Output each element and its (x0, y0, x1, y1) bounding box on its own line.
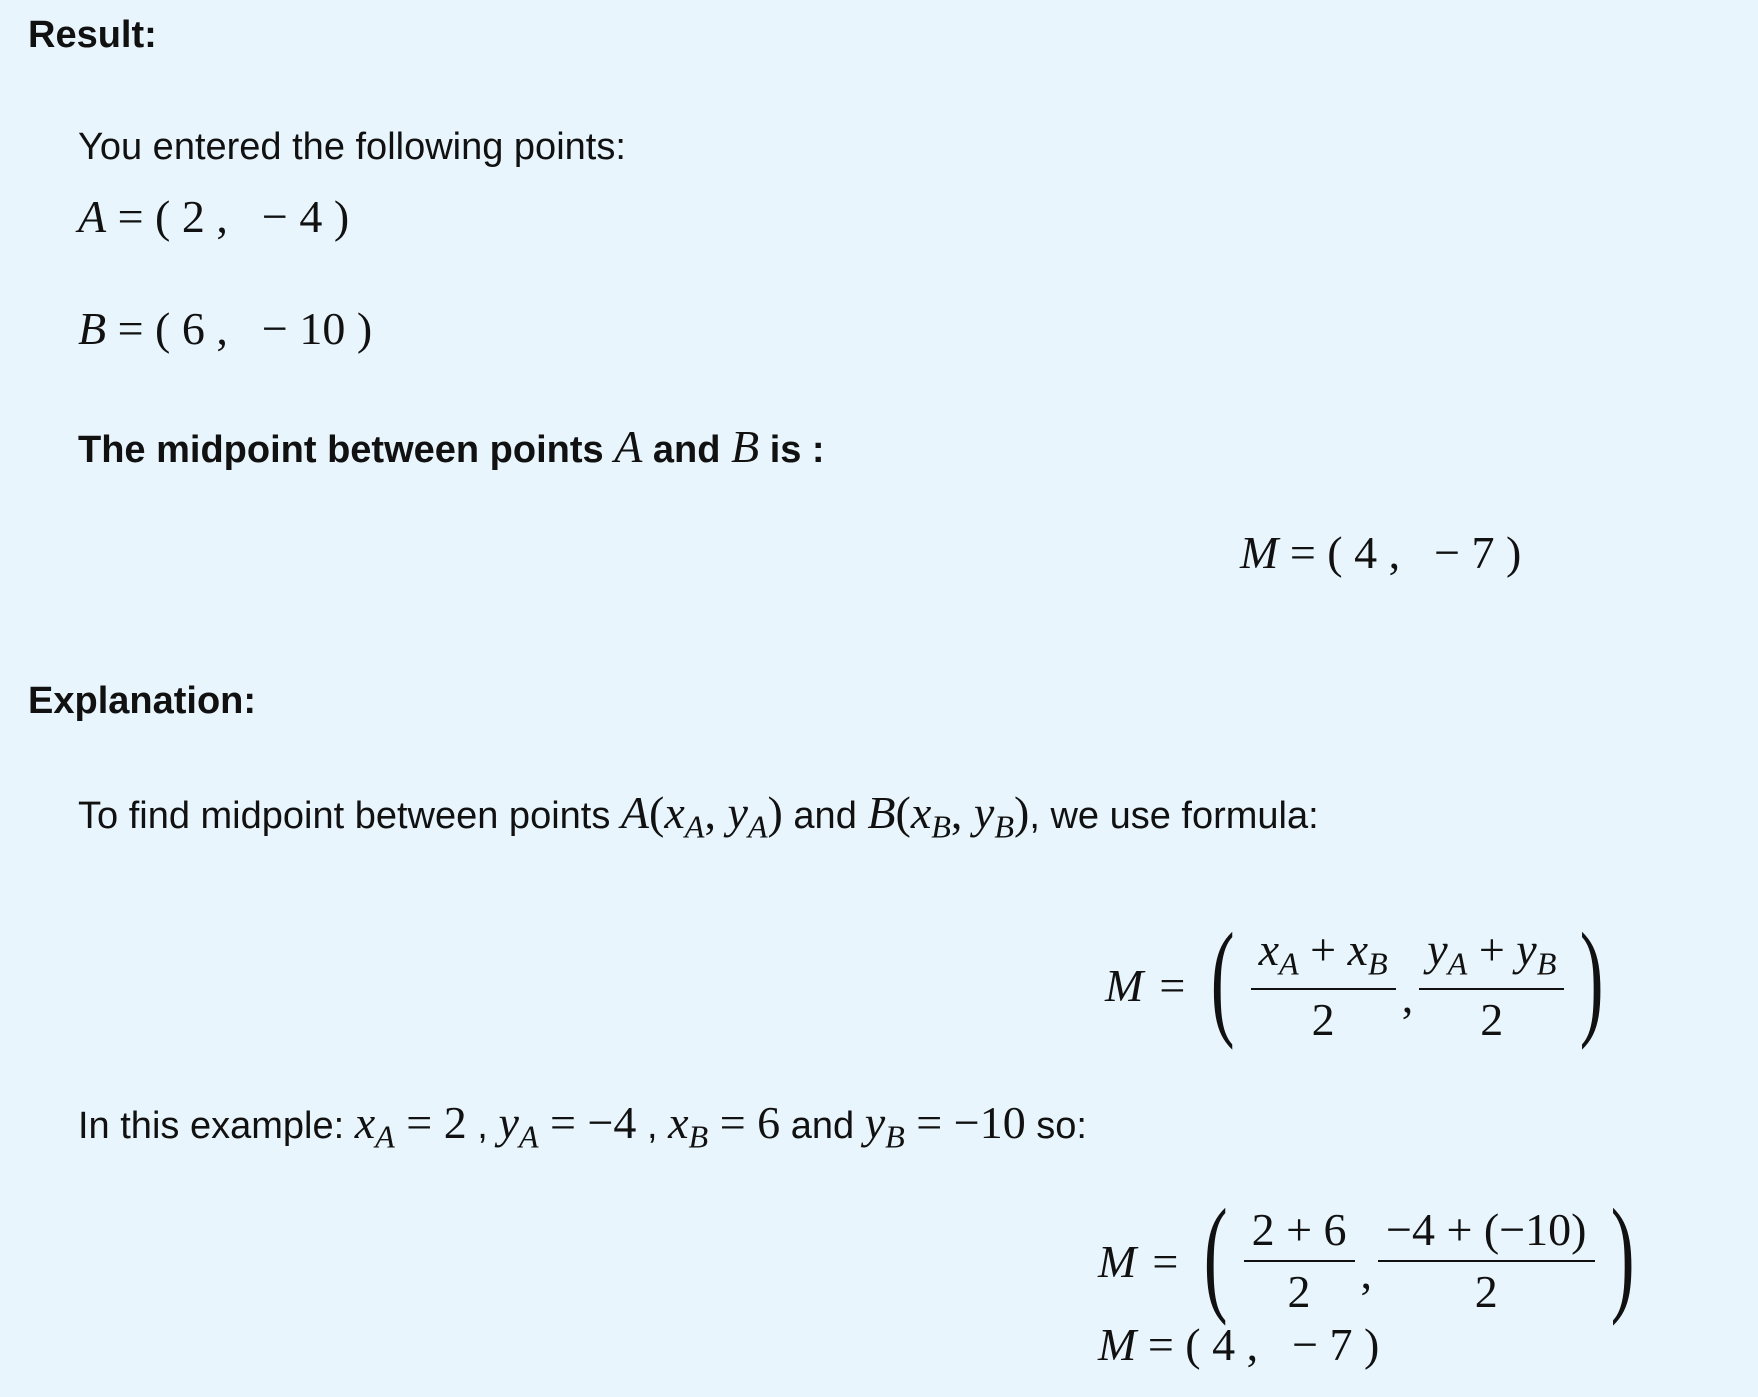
step-denominator-y: 2 (1474, 1266, 1498, 1317)
midpoint-sentence-part1: The midpoint between points (78, 429, 604, 471)
formula-intro-part2: , we use formula: (1029, 795, 1319, 837)
step-denominator-x: 2 (1287, 1266, 1311, 1317)
step-fraction-y (1378, 1203, 1594, 1317)
point-a-equation: A = ( 2 , − 4 ) (78, 191, 350, 242)
midpoint-sentence (78, 420, 825, 473)
point-a-y: 4 (299, 191, 323, 242)
midpoint-sentence-and: and (652, 429, 721, 471)
explanation-heading: Explanation: (28, 680, 257, 722)
formula-intro-and: and (793, 795, 857, 837)
midpoint-result: M = ( 4 , − 7 ) (1240, 527, 1522, 578)
point-b-label: B (78, 303, 107, 354)
point-b-x: 6 (181, 303, 205, 354)
midpoint-sentence-part2: is : (769, 429, 825, 471)
substituted-formula: M = ( $\frac{2 + 6}{2}$ , $\frac{-4 + (-10)}{2}$ ) (1098, 1183, 1635, 1327)
final-label: M (1098, 1319, 1137, 1370)
midpoint-formula: M = ( $\frac{x_A + x_B}{2}$ , $\frac{y_A + y_B}{2}$ ) (1105, 907, 1604, 1051)
example-ya: −4 (587, 1097, 637, 1148)
example-prefix: In this example: (78, 1105, 345, 1147)
step-numerator-y: −4 + (−10) (1378, 1206, 1594, 1262)
example-xa: 2 (443, 1097, 467, 1148)
intro-text: You entered the following points: (78, 126, 626, 168)
final-x: 4 (1212, 1319, 1236, 1370)
point-a-x: 2 (181, 191, 205, 242)
step-fraction-x (1244, 1203, 1355, 1317)
midpoint-sentence-b: B (731, 421, 760, 472)
final-result: M = ( 4 , − 7 ) (1098, 1319, 1380, 1370)
result-heading: Result: (28, 14, 157, 56)
example-line: In this example: $x_A = 2$ , $y_A = -4$ , $x_B = 6$ and $y_B = -10$ so: (78, 1097, 1087, 1155)
formula-fraction-y: $\frac{y_A + y_B}{2}$ (1419, 926, 1564, 1044)
midpoint-y: 7 (1471, 527, 1495, 578)
midpoint-sentence-a: A (614, 421, 643, 472)
point-b-y: 10 (299, 303, 346, 354)
formula-fraction-x: $\frac{x_A + x_B}{2}$ (1251, 926, 1396, 1044)
midpoint-x: 4 (1354, 527, 1378, 578)
example-and: and (790, 1105, 855, 1147)
final-y: 7 (1329, 1319, 1353, 1370)
point-b-equation: B = ( 6 , − 10 ) (78, 303, 373, 354)
example-xb: 6 (757, 1097, 781, 1148)
example-suffix: so: (1036, 1105, 1087, 1147)
step-numerator-x: 2 + 6 (1244, 1206, 1355, 1262)
formula-intro-part1: To find midpoint between points (78, 795, 611, 837)
formula-intro: To find midpoint between points $A(x_A$, $y_A$) and $B(x_B$, $y_B$), we use formula: (78, 787, 1319, 845)
example-yb: −10 (953, 1097, 1026, 1148)
midpoint-label: M (1240, 527, 1279, 578)
point-a-label: A (78, 191, 107, 242)
